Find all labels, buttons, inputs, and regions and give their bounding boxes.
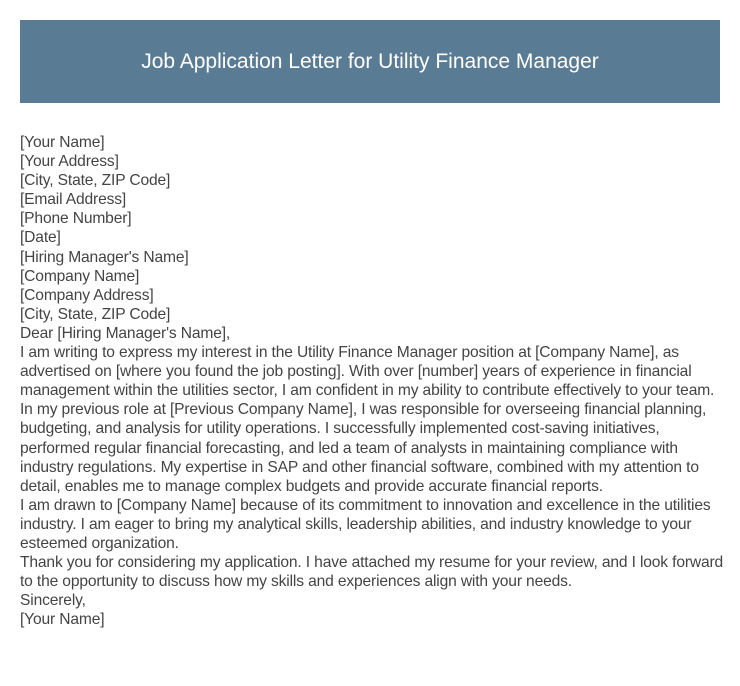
sender-email: [Email Address] — [20, 191, 127, 209]
sender-name: [Your Name] — [20, 134, 105, 151]
sender-city-state-zip: [City, State, ZIP Code] — [20, 172, 171, 190]
recipient-company: [Company Name] — [20, 267, 140, 285]
recipient-name: [Hiring Manager's Name] — [20, 248, 189, 266]
paragraph-closing: Thank you for considering my application. I have attached my resume for your review, and I look forward to the opportunity to discuss how my skills and experiences align with your needs. — [20, 554, 724, 591]
sender-address: [Your Address] — [20, 153, 119, 171]
paragraph-motivation: I am drawn to [Company Name] because of its commitment to innovation and excellence in the utilities industry. I am eager to bring my analytical skills, leadership abilities, and industry knowledge to your esteemed organization. — [20, 496, 711, 552]
paragraph-experience: In my previous role at [Previous Company Name], I was responsible for overseeing financial planning, budgeting, and analysis for utility operations. I successfully implemented cost-saving initiatives, performed regular financial forecasting, and led a team of analysts in maintaining compliance with industry regulations. My expertise in SAP and other financial software, combined with my attention to detail, enables me to manage complex budgets and provide accurate financial reports. — [20, 401, 707, 495]
closing: Sincerely, — [20, 592, 86, 610]
recipient-company-address: [Company Address] — [20, 286, 154, 304]
recipient-city-state-zip: [City, State, ZIP Code] — [20, 305, 171, 323]
header-banner — [20, 20, 720, 103]
paragraph-intro: I am writing to express my interest in the Utility Finance Manager position at [Company Name], as advertised on [where you found the job posting]. With over [number] years of experience in financial management within the utilities sector, I am confident in my ability to contribute effectively to your team. — [20, 344, 715, 400]
letter-body — [20, 133, 725, 629]
salutation: Dear [Hiring Manager's Name], — [20, 324, 231, 342]
signature: [Your Name] — [20, 611, 105, 629]
sender-phone: [Phone Number] — [20, 210, 132, 228]
page-title: Job Application Letter for Utility Finance Manager — [141, 49, 599, 73]
letter-date: [Date] — [20, 229, 61, 247]
